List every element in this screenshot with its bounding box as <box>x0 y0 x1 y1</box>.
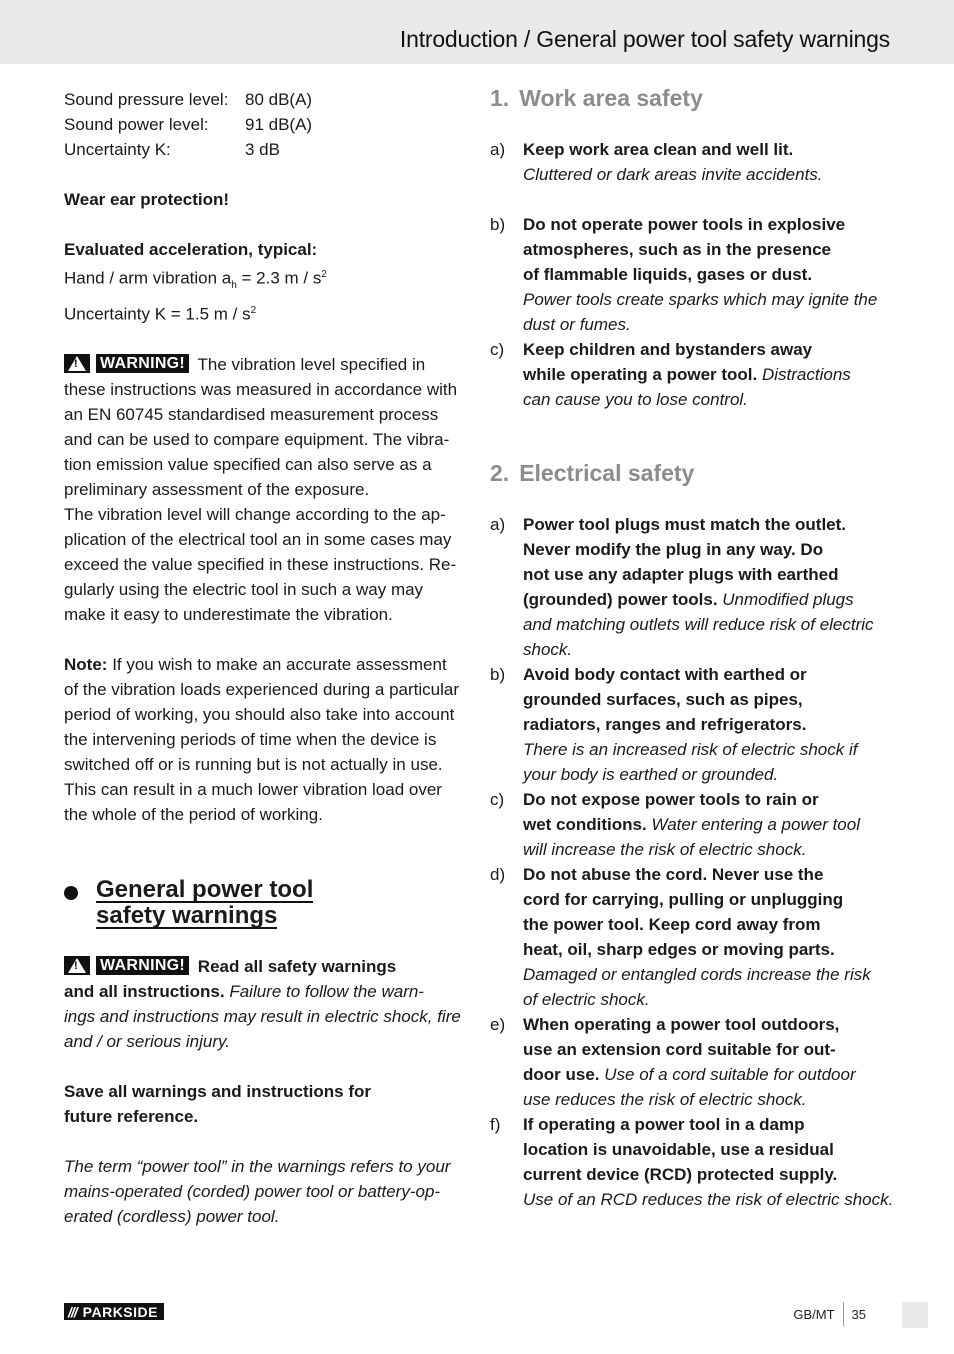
warning-badge: ! WARNING! <box>64 956 189 975</box>
item-letter: b) <box>490 215 506 234</box>
bullet-icon <box>64 886 78 900</box>
safety-item: b) Avoid body contact with earthed or grounded surfaces, such as pipes, radiators, ranges and refrigerators. There is an increased risk of electric shock if your body is earthed or grounded. <box>490 662 900 787</box>
footer-locale: GB/MT <box>793 1306 835 1322</box>
save-warnings: Save all warnings and instructions for <box>64 1081 372 1101</box>
right-column <box>490 85 900 1212</box>
safety-item: f) If operating a power tool in a damp location is unavoidable, use a residual current device (RCD) protected supply. Use of an RCD reduces the risk of electric shock. <box>490 1112 900 1212</box>
footer-tab <box>902 1302 928 1328</box>
note-paragraph: Note: If you wish to make an accurate assessment of the vibration loads experienced during a particular period of working, you should also take into account the intervening periods of time when the device is switched off or is running but is not actually in use. This can result in a much lower vibration load over the whole of the period of working. <box>64 654 460 824</box>
parkside-logo: /// PARKSIDE <box>64 1303 164 1320</box>
safety-item: b) Do not operate power tools in explosive atmospheres, such as in the presence of flammable liquids, gases or dust. Power tools create sparks which may ignite the dust or fumes. <box>490 212 900 337</box>
ear-protection-notice: Wear ear protection! <box>64 190 230 209</box>
safety-item: d) Do not abuse the cord. Never use the cord for carrying, pulling or unplugging the power tool. Keep cord away from heat, oil, sharp edges or moving parts. Damaged or entangled cords increase the risk of electric shock. <box>490 862 900 1012</box>
spec-row <box>64 87 466 112</box>
item-letter: f) <box>490 1115 501 1134</box>
spec-value: 80 dB(A) <box>245 90 313 109</box>
warning-triangle-icon <box>64 354 90 373</box>
spec-value: 91 dB(A) <box>245 115 313 134</box>
acceleration-heading: Evaluated acceleration, typical: <box>64 240 318 259</box>
item-letter: a) <box>490 140 506 159</box>
warning-badge: ! WARNING! <box>64 354 189 373</box>
vibration-warning: ! WARNING! The vibration level specified in these instructions was measured in accordance with an EN 60745 standardised measurement process and can be used to compare equipment. The vibra- tion emission value specified can also serve as a preliminary assessment of the exposure. The vibration level will change according to the ap- plication of the electrical tool an in some cases may exceed the value specified in these instructions. Re- gularly using the electric tool in such a way may make it easy to underestimate the vibration. <box>64 352 466 627</box>
spec-label: Sound pressure level: <box>64 90 229 109</box>
safety-item: e) When operating a power tool outdoors, use an extension cord suitable for out- door use. Use of a cord suitable for outdoor use reduces the risk of electric shock. <box>490 1012 900 1112</box>
spec-label: Uncertainty K: <box>64 140 171 159</box>
safety-item: a) Power tool plugs must match the outlet. Never modify the plug in any way. Do not use any adapter plugs with earthed (grounded) power tools. Unmodified plugs and matching outlets will reduce risk of electric shock. <box>490 512 900 662</box>
item-letter: d) <box>490 865 506 884</box>
general-safety-heading: General power tool safety warnings <box>64 877 466 929</box>
item-letter: c) <box>490 790 505 809</box>
page-number: 35 <box>851 1306 866 1322</box>
spec-row <box>64 112 466 137</box>
header-bar <box>0 0 954 64</box>
section-heading: 2. Electrical safety <box>490 460 695 486</box>
spec-value: 3 dB <box>245 140 280 159</box>
section-heading: 1. Work area safety <box>490 85 703 111</box>
uncertainty-k: Uncertainty K = 1.5 m / $s^2$ <box>64 304 257 324</box>
safety-item: a) Keep work area clean and well lit. Cluttered or dark areas invite accidents. <box>490 137 900 187</box>
item-letter: b) <box>490 665 506 684</box>
term-note: The term “power tool” in the warnings refers to your <box>64 1156 451 1176</box>
item-letter: e) <box>490 1015 506 1034</box>
note-label: Note: <box>64 654 108 674</box>
left-column: Sound pressure level: 80 dB(A) Sound power level: 91 dB(A) Uncertainty K: 3 dB Wear ear protection! Evaluated acceleration, typical: Hand / arm vibration $a_h = 2.3$ m / $s^2$ Uncertainty K = 1.5 m / $s^2$ ! WARNING! The vibration level specified in these instructions was measured in accordance with an EN 60745 standardised measurement process and can be used to compare equipment. The vibra- tion emission value specified can also serve as a preliminary assessment of the exposure. The vibration level will change according to the ap- plication of the electrical tool an in some cases may exceed the value specified in these instructions. Re- gularly using the electric tool in such a way may make it easy to underestimate the vibration. Note: If you wish to make an accurate assessment of the vibration loads experienced during a particular period of working, you should also take into account the intervening periods of time when the device is switched off or is running but is not actually in use. This can result in a much lower vibration load over the whole of the period of working. General power tool safety warnings ! WARNING! Read all safety warnings and all instructions. Failure to follow the warn- ings and instructions may result in electric shock, fire and / or serious injury. Save all warnings and instructions for future reference. The term “power tool” in the warnings refers to your mains-operated (corded) power tool or battery-op- erated (cordless) power tool. <box>64 87 466 1229</box>
general-warning: ! WARNING! Read all safety warnings and all instructions. Failure to follow the warn- ings and instructions may result in electric shock, fire and / or serious injury. <box>64 954 466 1054</box>
item-letter: c) <box>490 340 505 359</box>
footer-page-info <box>793 1302 866 1326</box>
hand-arm-vibration: Hand / arm vibration $a_h = 2.3$ m / $s^2$ <box>64 268 327 292</box>
warning-triangle-icon <box>64 956 90 975</box>
spec-label: Sound power level: <box>64 115 209 134</box>
spec-row <box>64 137 466 162</box>
item-letter: a) <box>490 515 506 534</box>
safety-item: c) Do not expose power tools to rain or wet conditions. Water entering a power tool will increase the risk of electric shock. <box>490 787 900 862</box>
safety-item: c) Keep children and bystanders away while operating a power tool. Distractions can cause you to lose control. <box>490 337 900 412</box>
page-title: Introduction / General power tool safety warnings <box>399 26 890 52</box>
